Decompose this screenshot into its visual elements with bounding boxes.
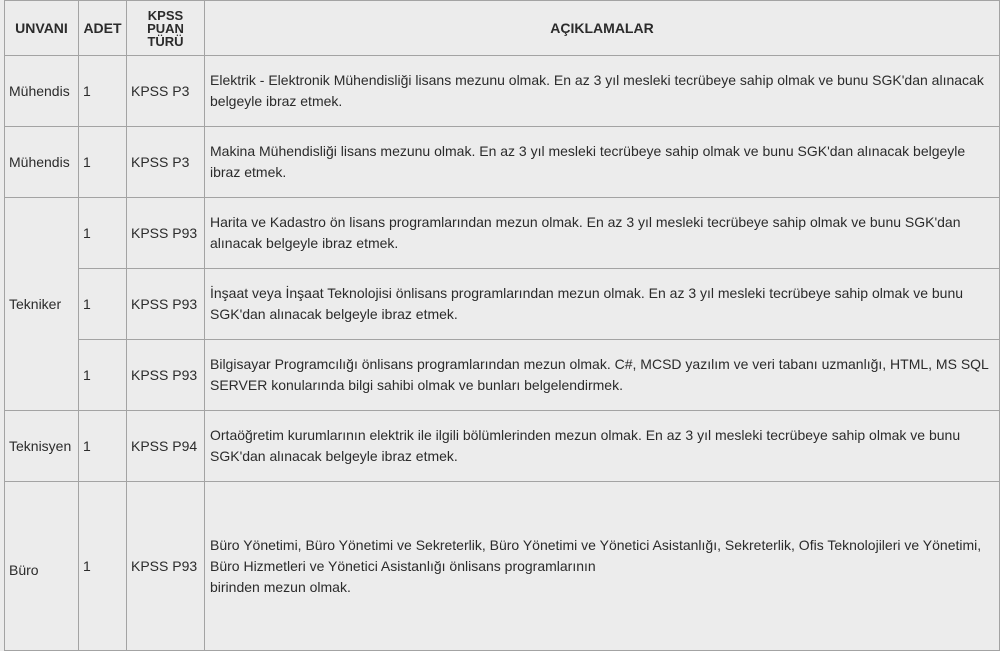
cell-kpss: KPSS P3	[127, 56, 205, 127]
cell-aciklama: Harita ve Kadastro ön lisans programlarından mezun olmak. En az 3 yıl mesleki tecrübeye sahip olmak ve bunu SGK'dan alınacak belgeyle ibraz etmek.	[205, 198, 1000, 269]
header-kpss-puan-turu: KPSS PUAN TÜRÜ	[127, 1, 205, 56]
cell-kpss: KPSS P3	[127, 127, 205, 198]
table-row	[5, 198, 1000, 269]
cell-adet: 1	[79, 411, 127, 482]
header-aciklamalar: AÇIKLAMALAR	[205, 1, 1000, 56]
table-row	[5, 482, 1000, 651]
header-adet: ADET	[79, 1, 127, 56]
cell-aciklama: Makina Mühendisliği lisans mezunu olmak. En az 3 yıl mesleki tecrübeye sahip olmak ve bunu SGK'dan alınacak belgeyle ibraz etmek.	[205, 127, 1000, 198]
cell-unvani: Mühendis	[5, 56, 79, 127]
cell-aciklama: Bilgisayar Programcılığı önlisans programlarından mezun olmak. C#, MCSD yazılım ve veri tabanı uzmanlığı, HTML, MS SQL SERVER konularında bilgi sahibi olmak ve bunları belgelendirmek.	[205, 340, 1000, 411]
cell-adet: 1	[79, 269, 127, 340]
cell-adet: 1	[79, 198, 127, 269]
cell-kpss: KPSS P93	[127, 269, 205, 340]
cell-aciklama: Elektrik - Elektronik Mühendisliği lisans mezunu olmak. En az 3 yıl mesleki tecrübeye sahip olmak ve bunu SGK'dan alınacak belgeyle ibraz etmek.	[205, 56, 1000, 127]
table-row	[5, 56, 1000, 127]
cell-adet: 1	[79, 340, 127, 411]
cell-kpss: KPSS P94	[127, 411, 205, 482]
cell-aciklama: Büro Yönetimi, Büro Yönetimi ve Sekreterlik, Büro Yönetimi ve Yönetici Asistanlığı, Sekreterlik, Ofis Teknolojileri ve Yönetimi, Büro Hizmetleri ve Yönetici Asistanlığı önlisans programlarının birinden mezun olmak.	[205, 482, 1000, 651]
cell-aciklama: Ortaöğretim kurumlarının elektrik ile ilgili bölümlerinden mezun olmak. En az 3 yıl mesleki tecrübeye sahip olmak ve bunu SGK'dan alınacak belgeyle ibraz etmek.	[205, 411, 1000, 482]
cell-kpss: KPSS P93	[127, 340, 205, 411]
cell-adet: 1	[79, 482, 127, 651]
cell-kpss: KPSS P93	[127, 198, 205, 269]
cell-adet: 1	[79, 56, 127, 127]
cell-unvani: Büro	[5, 482, 79, 651]
cell-adet: 1	[79, 127, 127, 198]
cell-unvani: Teknisyen	[5, 411, 79, 482]
table-row	[5, 127, 1000, 198]
cell-unvani: Mühendis	[5, 127, 79, 198]
cell-aciklama: İnşaat veya İnşaat Teknolojisi önlisans programlarından mezun olmak. En az 3 yıl mesleki tecrübeye sahip olmak ve bunu SGK'dan alınacak belgeyle ibraz etmek.	[205, 269, 1000, 340]
table-row	[5, 340, 1000, 411]
table-header-row	[5, 1, 1000, 56]
cell-unvani: Tekniker	[5, 198, 79, 411]
header-unvani: UNVANI	[5, 1, 79, 56]
positions-table	[4, 0, 1000, 651]
table-row	[5, 269, 1000, 340]
cell-kpss: KPSS P93	[127, 482, 205, 651]
table-row	[5, 411, 1000, 482]
